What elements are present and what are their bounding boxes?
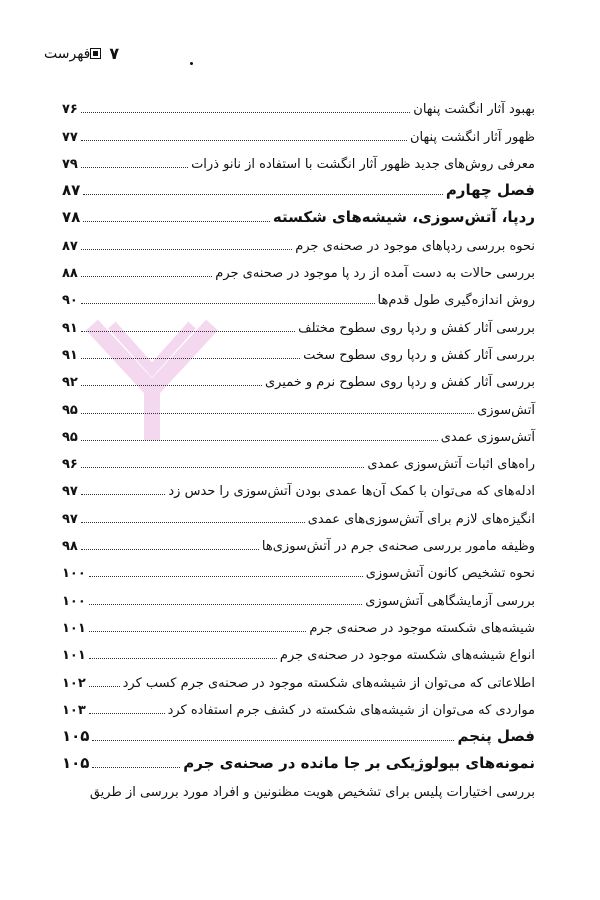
leader-dots [81,249,292,250]
toc-entry-page: ۱۰۱ [62,620,86,636]
toc-entry [62,363,535,390]
toc-entry [62,718,535,745]
toc-entry [62,418,535,445]
toc-entry-title: فصل پنجم [457,727,535,746]
toc-entry [62,691,535,718]
toc-entry-title: فصل چهارم [445,181,535,200]
toc-entry-page: ۱۰۵ [62,727,90,746]
ink-dot [190,62,193,65]
toc-entry [62,472,535,499]
leader-dots [81,440,438,441]
toc-entry-title: اطلاعاتی که می‌توان از شیشه‌های شکسته موجود در صحنه‌ی جرم کسب کرد [122,675,535,691]
toc-entry-page: ۸۷ [62,181,81,200]
toc-entry [62,117,535,144]
toc-entry-title: ردپا، آتش‌سوزی، شیشه‌های شکسته [272,208,535,227]
toc-entry-page: ۱۰۳ [62,702,86,718]
toc-entry [62,609,535,636]
leader-dots [83,194,443,195]
toc-entry-page: ۹۷ [62,484,78,500]
leader-dots [81,112,410,113]
toc-entry-page: ۱۰۲ [62,675,86,691]
toc-entry [62,527,535,554]
toc-entry-title: نحوه تشخیص کانون آتش‌سوزی [365,566,535,582]
toc-entry-page: ۱۰۵ [62,754,90,773]
leader-dots [89,686,120,687]
toc-entry [62,499,535,526]
toc-entry [62,254,535,281]
toc-entry-page: ۹۶ [62,457,78,473]
leader-dots [81,331,295,332]
toc-entry [62,636,535,663]
leader-dots [81,276,212,277]
toc-entry-title: بررسی آزمایشگاهی آتش‌سوزی [365,593,535,609]
toc-entry [62,172,535,199]
toc-entry-page: ۹۰ [62,293,78,309]
toc-entry-page: ۷۶ [62,102,78,118]
toc-entry-title: ظهور آثار انگشت پنهان [409,129,535,145]
toc-entry-page: ۷۸ [62,208,81,227]
leader-dots [81,385,262,386]
continued-line: بررسی اختیارات پلیس برای تشخیص هویت مظنونین و افراد مورد بررسی از طریق [89,784,535,800]
toc-entry [62,745,535,772]
toc-entry-page: ۹۷ [62,511,78,527]
toc-entry-page: ۷۷ [62,129,78,145]
toc-entry [62,554,535,581]
leader-dots [81,358,300,359]
toc-entry-title: آتش‌سوزی [477,402,535,418]
leader-dots [89,576,363,577]
leader-dots [89,658,277,659]
toc-entry-page: ۱۰۰ [62,593,86,609]
toc-entry-title: نمونه‌های بیولوژیکی بر جا مانده در صحنه‌ی جرم [183,754,535,773]
leader-dots [81,167,188,168]
leader-dots [89,713,165,714]
toc-entry-page: ۸۷ [62,238,78,254]
toc-entry-page: ۱۰۱ [62,648,86,664]
toc-entry-page: ۹۲ [62,375,78,391]
page-header [44,44,244,63]
toc-entry [62,308,535,335]
toc-entry-page: ۹۵ [62,402,78,418]
toc-entry-page: ۱۰۰ [62,566,86,582]
toc-entry [62,226,535,253]
toc-entry-page: ۷۹ [62,156,78,172]
toc-entry-title: بررسی آثار کفش و ردپا روی سطوح نرم و خمیری [264,375,535,391]
toc-entry [62,199,535,226]
toc-entry-title: نحوه بررسی ردپاهای موجود در صحنه‌ی جرم [295,238,535,254]
toc-entry-title: انگیزه‌های لازم برای آتش‌سوزی‌های عمدی [307,511,535,527]
toc-entry [62,281,535,308]
toc-entry [62,390,535,417]
toc-entry-title: مواردی که می‌توان از شیشه‌های شکسته در کشف جرم استفاده کرد [167,702,535,718]
toc-entry [62,145,535,172]
toc-entry-page: ۹۱ [62,320,78,336]
leader-dots [81,494,166,495]
toc-entry [62,336,535,363]
toc-entry [62,90,535,117]
toc-entry-title: وظیفه مامور بررسی صحنه‌ی جرم در آتش‌سوزی‌ها [261,539,535,555]
toc-entry-title: بررسی حالات به دست آمده از رد پا موجود در صحنه‌ی جرم [215,266,535,282]
toc-entry-title: ادله‌های که می‌توان با کمک آن‌ها عمدی بودن آتش‌سوزی را حدس زد [168,484,535,500]
leader-dots [92,740,454,741]
page-title: فهرست [44,45,91,62]
toc-entry-title: آتش‌سوزی عمدی [440,429,535,445]
toc-entry [62,663,535,690]
table-of-contents [62,90,535,800]
square-bullet-icon [90,48,101,59]
leader-dots [81,140,407,141]
leader-dots [81,303,375,304]
toc-entry-title: بررسی آثار کفش و ردپا روی سطوح مختلف [298,320,535,336]
toc-entry-title: بررسی آثار کفش و ردپا روی سطوح سخت [303,347,535,363]
toc-entry-title: بهبود آثار انگشت پنهان [413,102,535,118]
leader-dots [83,221,270,222]
leader-dots [81,467,365,468]
toc-entry [62,581,535,608]
leader-dots [81,413,474,414]
leader-dots [81,522,305,523]
leader-dots [89,631,307,632]
toc-entry-page: ۹۱ [62,347,78,363]
toc-entry-title: روش اندازه‌گیری طول قدم‌ها [377,293,535,309]
leader-dots [92,767,180,768]
toc-entry [62,445,535,472]
toc-entry-page: ۹۵ [62,429,78,445]
toc-entry-title: راه‌های اثبات آتش‌سوزی عمدی [367,457,535,473]
toc-entry-title: شیشه‌های شکسته موجود در صحنه‌ی جرم [309,620,535,636]
toc-entry-page: ۸۸ [62,266,78,282]
toc-entry-title: انواع شیشه‌های شکسته موجود در صحنه‌ی جرم [279,648,535,664]
leader-dots [81,549,259,550]
toc-entry-page: ۹۸ [62,539,78,555]
leader-dots [89,604,362,605]
page-number: ۷ [109,44,120,63]
toc-entry-title: معرفی روش‌های جدید ظهور آثار انگشت با استفاده از نانو ذرات [191,156,535,172]
